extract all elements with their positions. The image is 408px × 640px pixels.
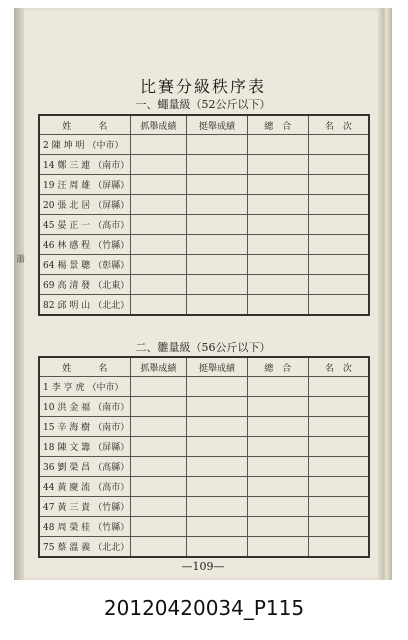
table-row bbox=[39, 215, 369, 235]
total-cell bbox=[247, 235, 308, 255]
total-cell bbox=[247, 497, 308, 517]
clean-jerk-cell bbox=[187, 195, 248, 215]
rank-cell bbox=[308, 135, 369, 155]
athlete-region: （屏縣） bbox=[93, 181, 130, 191]
clean-jerk-cell bbox=[187, 477, 248, 497]
rank-cell bbox=[308, 195, 369, 215]
athlete-name: 陳 文 籌 bbox=[57, 443, 91, 453]
ranking-table-1 bbox=[38, 114, 370, 316]
athlete-name: 鄭 三 連 bbox=[57, 161, 91, 171]
athlete-cell bbox=[39, 235, 130, 255]
rank-cell bbox=[308, 215, 369, 235]
table-header-row bbox=[39, 357, 369, 377]
total-cell bbox=[247, 175, 308, 195]
table-1-subtitle: 一、蠅量級（52公斤以下） bbox=[135, 98, 271, 111]
athlete-number: 69 bbox=[43, 281, 55, 291]
page-title: 比賽分級秩序表 bbox=[139, 77, 266, 96]
total-cell bbox=[247, 275, 308, 295]
rank-cell bbox=[308, 155, 369, 175]
clean-jerk-cell bbox=[187, 235, 248, 255]
snatch-cell bbox=[130, 295, 186, 316]
athlete-region: （北東） bbox=[93, 281, 130, 291]
table-row bbox=[39, 135, 369, 155]
table-row bbox=[39, 155, 369, 175]
clean-jerk-cell bbox=[187, 497, 248, 517]
rank-cell bbox=[308, 477, 369, 497]
snatch-cell bbox=[130, 175, 186, 195]
athlete-number: 47 bbox=[43, 503, 55, 513]
athlete-name: 高 清 發 bbox=[57, 281, 91, 291]
total-cell bbox=[247, 377, 308, 397]
col-name-header: 姓 名 bbox=[39, 357, 130, 377]
snatch-cell bbox=[130, 417, 186, 437]
athlete-name: 辛 海 樹 bbox=[57, 423, 91, 433]
athlete-region: （竹縣） bbox=[93, 523, 130, 533]
athlete-cell bbox=[39, 135, 130, 155]
athlete-cell bbox=[39, 497, 130, 517]
col-clean-jerk-header: 挺舉成績 bbox=[187, 357, 248, 377]
col-total-header: 總 合 bbox=[247, 115, 308, 135]
athlete-region: （中市） bbox=[87, 383, 124, 393]
athlete-cell bbox=[39, 417, 130, 437]
athlete-cell bbox=[39, 537, 130, 558]
athlete-name: 張 北 居 bbox=[57, 201, 91, 211]
col-total-header: 總 合 bbox=[247, 357, 308, 377]
athlete-cell bbox=[39, 215, 130, 235]
book-page bbox=[14, 8, 392, 580]
athlete-name: 李 亨 虎 bbox=[51, 383, 85, 393]
clean-jerk-cell bbox=[187, 397, 248, 417]
athlete-number: 36 bbox=[43, 463, 55, 473]
athlete-number: 45 bbox=[43, 221, 55, 231]
athlete-name: 黃 三 貴 bbox=[57, 503, 91, 513]
col-clean-jerk-header: 挺舉成績 bbox=[187, 115, 248, 135]
athlete-number: 14 bbox=[43, 161, 55, 171]
table-row bbox=[39, 195, 369, 215]
athlete-region: （中市） bbox=[87, 141, 124, 151]
clean-jerk-cell bbox=[187, 135, 248, 155]
athlete-region: （彰縣） bbox=[93, 261, 130, 271]
snatch-cell bbox=[130, 377, 186, 397]
snatch-cell bbox=[130, 477, 186, 497]
table-row bbox=[39, 175, 369, 195]
table-1-body bbox=[39, 135, 369, 316]
athlete-region: （南市） bbox=[93, 423, 130, 433]
athlete-name: 洪 金 福 bbox=[57, 403, 91, 413]
clean-jerk-cell bbox=[187, 155, 248, 175]
total-cell bbox=[247, 195, 308, 215]
athlete-region: （高市） bbox=[93, 483, 130, 493]
athlete-number: 48 bbox=[43, 523, 55, 533]
total-cell bbox=[247, 417, 308, 437]
rank-cell bbox=[308, 537, 369, 558]
snatch-cell bbox=[130, 437, 186, 457]
athlete-region: （北北） bbox=[93, 543, 130, 553]
athlete-name: 劉 榮 昌 bbox=[57, 463, 91, 473]
athlete-cell bbox=[39, 437, 130, 457]
clean-jerk-cell bbox=[187, 275, 248, 295]
athlete-name: 邱 明 山 bbox=[57, 301, 91, 311]
rank-cell bbox=[308, 295, 369, 316]
total-cell bbox=[247, 135, 308, 155]
athlete-number: 1 bbox=[43, 383, 49, 393]
clean-jerk-cell bbox=[187, 255, 248, 275]
athlete-name: 楊 景 聰 bbox=[57, 261, 91, 271]
table-row bbox=[39, 537, 369, 558]
table-row bbox=[39, 397, 369, 417]
table-row bbox=[39, 255, 369, 275]
rank-cell bbox=[308, 377, 369, 397]
col-snatch-header: 抓舉成績 bbox=[130, 115, 186, 135]
athlete-number: 2 bbox=[43, 141, 49, 151]
athlete-number: 10 bbox=[43, 403, 55, 413]
athlete-name: 汪 周 雄 bbox=[57, 181, 91, 191]
athlete-name: 蔡 溫 義 bbox=[57, 543, 91, 553]
col-name-header: 姓 名 bbox=[39, 115, 130, 135]
athlete-number: 20 bbox=[43, 201, 55, 211]
snatch-cell bbox=[130, 255, 186, 275]
rank-cell bbox=[308, 457, 369, 477]
table-row bbox=[39, 477, 369, 497]
clean-jerk-cell bbox=[187, 517, 248, 537]
table-row bbox=[39, 497, 369, 517]
athlete-region: （高縣） bbox=[93, 463, 130, 473]
clean-jerk-cell bbox=[187, 537, 248, 558]
athlete-cell bbox=[39, 457, 130, 477]
snatch-cell bbox=[130, 537, 186, 558]
athlete-name: 陳 坤 明 bbox=[51, 141, 85, 151]
athlete-region: （竹縣） bbox=[93, 503, 130, 513]
table-row bbox=[39, 417, 369, 437]
snatch-cell bbox=[130, 457, 186, 477]
athlete-name: 林 感 程 bbox=[57, 241, 91, 251]
rank-cell bbox=[308, 397, 369, 417]
table-row bbox=[39, 437, 369, 457]
clean-jerk-cell bbox=[187, 215, 248, 235]
table-row bbox=[39, 235, 369, 255]
snatch-cell bbox=[130, 135, 186, 155]
athlete-region: （高市） bbox=[93, 221, 130, 231]
athlete-cell bbox=[39, 397, 130, 417]
rank-cell bbox=[308, 497, 369, 517]
total-cell bbox=[247, 457, 308, 477]
athlete-number: 19 bbox=[43, 181, 55, 191]
total-cell bbox=[247, 155, 308, 175]
athlete-cell bbox=[39, 155, 130, 175]
rank-cell bbox=[308, 175, 369, 195]
athlete-region: （南市） bbox=[93, 161, 130, 171]
clean-jerk-cell bbox=[187, 175, 248, 195]
athlete-region: （北北） bbox=[93, 301, 130, 311]
table-row bbox=[39, 517, 369, 537]
rank-cell bbox=[308, 417, 369, 437]
athlete-number: 75 bbox=[43, 543, 55, 553]
table-2-subtitle: 二、雛量級（56公斤以下） bbox=[135, 341, 271, 354]
athlete-name: 黃 慶 流 bbox=[57, 483, 91, 493]
athlete-number: 82 bbox=[43, 301, 55, 311]
athlete-region: （屏縣） bbox=[93, 443, 130, 453]
athlete-cell bbox=[39, 175, 130, 195]
total-cell bbox=[247, 437, 308, 457]
athlete-cell bbox=[39, 195, 130, 215]
snatch-cell bbox=[130, 497, 186, 517]
clean-jerk-cell bbox=[187, 417, 248, 437]
col-rank-header: 名 次 bbox=[308, 115, 369, 135]
athlete-cell bbox=[39, 477, 130, 497]
athlete-name: 周 榮 桂 bbox=[57, 523, 91, 533]
total-cell bbox=[247, 255, 308, 275]
athlete-cell bbox=[39, 295, 130, 316]
snatch-cell bbox=[130, 215, 186, 235]
table-2-body bbox=[39, 377, 369, 558]
col-snatch-header: 抓舉成績 bbox=[130, 357, 186, 377]
athlete-number: 46 bbox=[43, 241, 55, 251]
snatch-cell bbox=[130, 155, 186, 175]
table-row bbox=[39, 295, 369, 316]
rank-cell bbox=[308, 235, 369, 255]
total-cell bbox=[247, 517, 308, 537]
athlete-name: 晏 正 一 bbox=[57, 221, 91, 231]
total-cell bbox=[247, 295, 308, 316]
total-cell bbox=[247, 397, 308, 417]
total-cell bbox=[247, 215, 308, 235]
image-caption: 20120420034_P115 bbox=[103, 596, 305, 620]
clean-jerk-cell bbox=[187, 295, 248, 316]
total-cell bbox=[247, 537, 308, 558]
athlete-number: 18 bbox=[43, 443, 55, 453]
snatch-cell bbox=[130, 235, 186, 255]
snatch-cell bbox=[130, 275, 186, 295]
rank-cell bbox=[308, 517, 369, 537]
athlete-cell bbox=[39, 517, 130, 537]
snatch-cell bbox=[130, 517, 186, 537]
athlete-cell bbox=[39, 255, 130, 275]
clean-jerk-cell bbox=[187, 377, 248, 397]
athlete-number: 64 bbox=[43, 261, 55, 271]
rank-cell bbox=[308, 255, 369, 275]
table-row bbox=[39, 377, 369, 397]
margin-note: 蕭 bbox=[16, 255, 26, 265]
snatch-cell bbox=[130, 397, 186, 417]
table-row bbox=[39, 457, 369, 477]
col-rank-header: 名 次 bbox=[308, 357, 369, 377]
ranking-table-2 bbox=[38, 356, 370, 558]
rank-cell bbox=[308, 437, 369, 457]
athlete-cell bbox=[39, 275, 130, 295]
total-cell bbox=[247, 477, 308, 497]
clean-jerk-cell bbox=[187, 437, 248, 457]
athlete-region: （竹縣） bbox=[93, 241, 130, 251]
athlete-cell bbox=[39, 377, 130, 397]
snatch-cell bbox=[130, 195, 186, 215]
athlete-region: （屏縣） bbox=[93, 201, 130, 211]
table-header-row bbox=[39, 115, 369, 135]
page-number: —109— bbox=[181, 560, 225, 573]
athlete-number: 15 bbox=[43, 423, 55, 433]
table-row bbox=[39, 275, 369, 295]
athlete-number: 44 bbox=[43, 483, 55, 493]
athlete-region: （南市） bbox=[93, 403, 130, 413]
clean-jerk-cell bbox=[187, 457, 248, 477]
rank-cell bbox=[308, 275, 369, 295]
